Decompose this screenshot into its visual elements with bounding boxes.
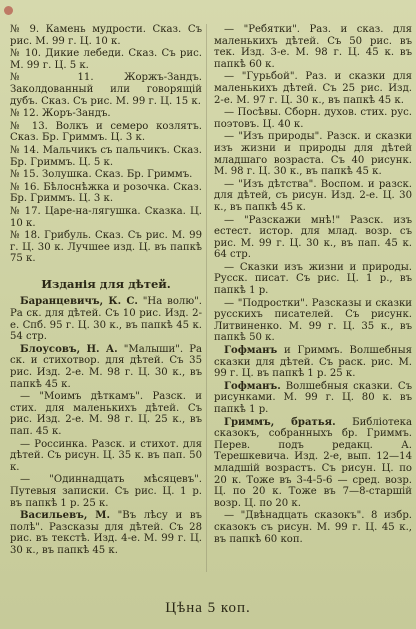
- list-item: [10, 391, 202, 437]
- list-item: [10, 439, 202, 474]
- list-item: [214, 215, 412, 261]
- list-item: [214, 107, 412, 130]
- entry-text: — "Подростки". Разсказы и сказки русскихъ писателей. Съ рисунк. Литвиненко. М. 99 г. Ц. 35 к., въ папкѣ 50 к.: [214, 297, 412, 344]
- list-item: [10, 296, 202, 342]
- list-item: № 9. Камень мудрости. Сказ. Съ рис. М. 99 г. Ц. 10 к.: [10, 24, 202, 47]
- list-item: [10, 510, 202, 556]
- right-column: [214, 24, 412, 546]
- list-item: № 18. Грибуль. Сказ. Съ рис. М. 99 г. Ц. 30 к. Лучшее изд. Ц. въ папкѣ 75 к.: [10, 230, 202, 265]
- list-item: [214, 510, 412, 545]
- entry-text: Библіотека сказокъ, собранныхъ бр. Гриммъ. Перев. подъ редакц. А. Терешкевича. Изд. 2-е, вып. 12—14 младшій возрастъ. Съ рисун. Ц. по 20 к. Тоже въ 3-4-5-6 — сред. возр. Ц. по 20 к. Тоже въ 7—8-старшій возр. Ц. по 20 к.: [214, 416, 412, 509]
- list-item: [10, 474, 202, 509]
- entry-text: "Малыши". Ра ск. и стихотвор. для дѣтей. Съ 35 рис. Изд. 2-е. М. 98 г. Ц. 30 к., въ папкѣ 45 к.: [10, 343, 202, 390]
- list-item: [214, 131, 412, 177]
- list-item: № 16. Бѣлоснѣжка и розочка. Сказ. Бр. Гриммъ. Ц. 3 к.: [10, 181, 202, 205]
- entry-text: и Гриммъ. Волшебныя сказки для дѣтей. Съ раск. рис. М. 99 г. Ц. въ папкѣ 1 р. 25 к.: [214, 345, 412, 380]
- list-item: № 11. Жоржъ-Зандъ. Заколдованный или говорящій дубъ. Сказ. Съ рис. М. 99 г. Ц. 15 к.: [10, 72, 202, 107]
- entry-text: — "Гурьбой". Раз. и сказки для маленькихъ дѣтей. Съ 25 рис. Изд. 2-е. М. 97 г. Ц. 30 к., въ папкѣ 45 к.: [214, 71, 412, 106]
- list-item: [214, 179, 412, 214]
- list-item: [214, 262, 412, 297]
- entry-text: — Сказки изъ жизни и природы. Русск. писат. Съ рис. Ц. 1 р., въ папкѣ 1 р.: [214, 261, 412, 297]
- list-item: № 13. Волкъ и семеро козлятъ. Сказ. Бр. Гриммъ. Ц. 3 к.: [10, 120, 202, 144]
- entry-text: — Россинка. Разск. и стихот. для дѣтей. Съ рисун. Ц. 35 к. въ пап. 50 к.: [10, 438, 202, 473]
- entry-text: Волшебныя сказки. Съ рисунками. М. 99 г. Ц. 80 к. въ папкѣ 1 р.: [214, 380, 412, 415]
- author-name: Гриммъ, братья.: [224, 416, 336, 428]
- numbered-list: [10, 24, 202, 265]
- list-item: № 17. Царе-на-лягушка. Сказка. Ц. 10 к.: [10, 205, 202, 229]
- list-item: [214, 24, 412, 70]
- list-item: № 12. Жоръ-Зандъ.: [10, 108, 111, 120]
- entry-text: — "Изъ дѣтства". Воспом. и разск. для дѣтей, съ рисун. Изд. 2-е. Ц. 30 к., въ папкѣ 45 к.: [214, 178, 412, 213]
- entry-text: — "Изъ природы". Разск. и сказки изъ жизни и природы для дѣтей младшаго возраста. Съ 40 рисунк. М. 98 г. Ц. 30 к., въ папкѣ 45 к.: [214, 131, 412, 178]
- entry-text: — "Двѣнадцать сказокъ". 8 избр. сказокъ съ рисун. М. 99 г. Ц. 45 к., въ папкѣ 60 коп.: [214, 510, 412, 545]
- author-name: Гофманъ: [224, 345, 278, 357]
- entry-text: — "Моимъ дѣткамъ". Разск. и стих. для маленькихъ дѣтей. Съ рис. Изд. 2-е. М. 98 г. Ц. 25 к., въ пап. 45 к.: [10, 391, 202, 437]
- list-item: № 15. Золушка. Сказ. Бр. Гриммъ.: [10, 169, 193, 181]
- list-item: [214, 417, 412, 510]
- list-item: [214, 71, 412, 106]
- entry-text: "Въ лѣсу и въ полѣ". Разсказы для дѣтей. Съ 28 рис. въ текстѣ. Изд. 4-е. М. 99 г. Ц. 30 к., въ папкѣ 45 к.: [10, 510, 202, 556]
- author-name: Блоусовъ, Н. А.: [20, 343, 118, 355]
- list-item: [214, 298, 412, 344]
- entry-text: — "Одиннадцать мѣсяцевъ". Путевыя записки. Съ рис. Ц. 1 р. въ папкѣ 1 р. 25 к.: [10, 474, 202, 509]
- children-books-list: [10, 296, 202, 556]
- entry-text: — Посѣвы. Сборн. духов. стих. рус. поэтовъ. Ц. 40 к.: [214, 107, 412, 130]
- author-name: Баранцевичъ, К. С.: [20, 296, 138, 308]
- list-item: № 14. Мальчикъ съ пальчикъ. Сказ. Бр. Гриммъ. Ц. 5 к.: [10, 144, 202, 168]
- section-heading: Изданія для дѣтей.: [41, 276, 171, 291]
- list-item: [10, 344, 202, 390]
- entry-text: "На волю". Ра ск. для дѣтей. Съ 10 рис. Изд. 2-е. Спб. 95 г. Ц. 30 к., въ папкѣ 45 к. 54 стр.: [10, 296, 202, 343]
- author-name: Гофманъ.: [224, 380, 281, 392]
- entry-text: — "Разскажи мнѣ!" Разск. изъ естест. истор. для млад. возр. съ рис. М. 99 г. Ц. 30 к., въ пап. 45 к. 64 стр.: [214, 214, 412, 261]
- list-item: [214, 345, 412, 380]
- ink-stamp-mark: [4, 6, 13, 15]
- list-item: № 10. Дикие лебеди. Сказ. Съ рис. М. 99 г. Ц. 5 к.: [10, 48, 202, 71]
- column-divider: [206, 24, 207, 572]
- entry-text: — "Ребятки". Раз. и сказ. для маленькихъ дѣтей. Съ 50 рис. въ тек. Изд. 3-е. М. 98 г. Ц. 45 к. въ папкѣ 60 к.: [214, 24, 412, 70]
- left-column: [10, 24, 202, 558]
- price-footer: Цѣна 5 коп.: [165, 600, 251, 616]
- list-item: [214, 381, 412, 416]
- author-name: Васильевъ, М.: [20, 510, 110, 522]
